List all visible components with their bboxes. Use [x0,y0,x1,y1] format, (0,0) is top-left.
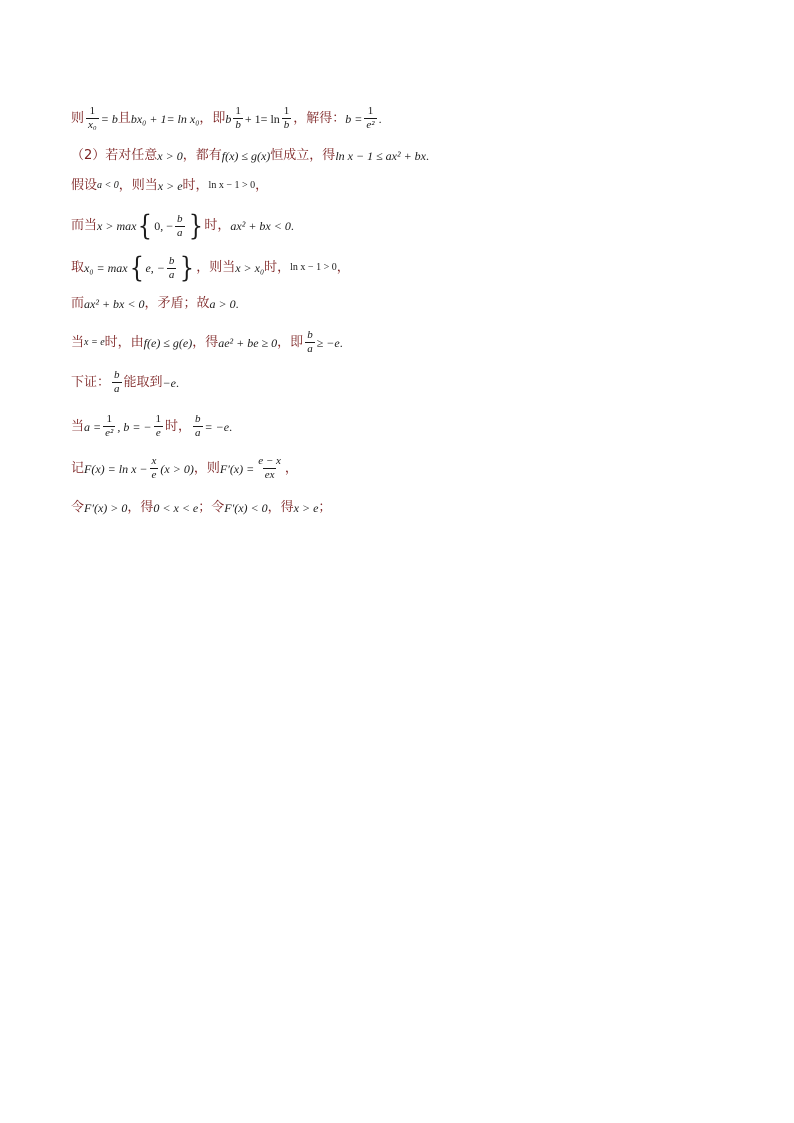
math: bx₀ + 1= ln x₀ [130,111,200,126]
text: 而当 [71,218,98,233]
math: . [290,219,294,233]
math: a = [84,419,102,434]
math: ln x − 1 ≤ ax² + bx [335,149,427,163]
text: 时， [204,218,231,233]
text: 恒成立，得 [270,148,336,163]
text: ，即 [277,334,304,350]
math: 0 < x < e [153,501,199,515]
text: 当 [71,334,85,350]
text: 假设 [71,178,98,193]
solution-line-3 [71,176,268,196]
text: ；令 [198,500,225,515]
text: 时，由 [104,334,144,350]
text: ，得 [192,334,219,350]
text: ，则当 [118,178,158,193]
math: = −e [204,419,230,434]
math: x > 0 [157,149,183,163]
solution-line-9 [71,414,232,439]
math: F′(x) < 0 [224,501,268,515]
text: ； [318,500,332,515]
solution-line-1 [71,106,382,131]
text: ，则当 [196,260,236,275]
solution-line-5 [71,251,350,284]
solution-line-6 [71,294,239,314]
math: . [235,297,239,311]
fraction: $\frac{1}{e}$ [155,413,162,439]
text: 且 [117,110,131,126]
fraction: $\frac{1}{\text{x₀}}$ [88,105,97,131]
math: x₀ = max [84,261,128,275]
math: a < 0 [97,180,119,191]
text: ，得 [127,500,154,515]
math: + 1= ln [244,111,280,126]
text: ，矛盾；故 [144,296,210,311]
solution-line-10 [71,456,298,481]
math: . [175,375,179,390]
fraction: $\frac{e - x}{ex}$ [258,455,281,481]
math: . [426,149,430,163]
math: F′(x) > 0 [84,501,128,515]
fraction: $\frac{b}{a}$ [168,254,175,281]
left-brace: { [129,251,144,284]
math: ln x − 1 > 0 [290,262,337,273]
text: ，则 [193,460,220,476]
text: ， [284,460,298,476]
text: 记 [71,460,85,476]
text: ， [336,260,350,275]
math: ax² + bx < 0 [230,219,291,233]
fraction: $\frac{x}{e}$ [151,455,157,481]
text: 时， [182,178,209,193]
solution-line-2 [71,146,429,166]
math: (x > 0) [160,461,194,476]
math: f(x) ≤ g(x) [221,149,271,163]
math: . [378,111,382,126]
math: F(x) = ln x − [84,461,148,476]
math: 0, − [154,219,174,233]
text: 而 [71,296,85,311]
solution-line-8 [71,370,179,395]
right-brace: } [188,209,203,242]
math: ax² + bx < 0 [84,297,145,311]
math: −e [162,375,176,390]
math: x > x₀ [235,261,265,275]
solution-line-4 [71,209,294,242]
math: x = e [84,336,105,348]
solution-line-7 [71,330,343,355]
math: b [225,111,232,126]
math: f(e) ≤ g(e) [143,335,193,350]
text: 下证： [71,374,111,390]
text: ，解得： [293,110,346,126]
fraction: $\frac{1}{\text{e²}}$ [366,105,375,131]
left-brace: { [138,209,153,242]
math: = b [100,111,118,126]
math: e, − [145,261,165,275]
text: 当 [71,418,85,434]
math: ≥ −e [316,335,340,350]
fraction: $\frac{1}{b}$ [235,105,241,131]
fraction: $\frac{b}{a}$ [307,329,313,355]
text: 能取到 [123,374,163,390]
text: 取 [71,260,85,275]
math: ln x − 1 > 0 [208,180,256,191]
text: 则 [71,110,85,126]
fraction: $\frac{b}{a}$ [177,212,183,239]
text: 时， [264,260,291,275]
math: x > e [293,501,319,515]
math: x > max [97,219,137,233]
math: ae² + be ≥ 0 [218,335,278,350]
math: F′(x) = [219,461,255,476]
text: ，都有 [182,148,222,163]
solution-line-11 [71,498,331,518]
text: （2）若对任意 [71,148,158,163]
math: , b = − [117,419,152,434]
math: b = [345,111,363,126]
fraction: $\frac{1}{\text{e²}}$ [105,413,114,439]
math: . [229,419,233,434]
text: ，即 [199,110,226,126]
right-brace: } [180,251,195,284]
fraction: $\frac{b}{a}$ [195,413,201,439]
fraction: $\frac{1}{b}$ [283,105,290,131]
text: ，得 [267,500,294,515]
text: 令 [71,500,85,515]
text: ， [255,178,269,193]
fraction: $\frac{b}{a}$ [114,369,120,395]
math: a > 0 [209,297,236,311]
math: x > e [157,179,183,193]
text: 时， [165,418,192,434]
math: . [339,335,343,350]
